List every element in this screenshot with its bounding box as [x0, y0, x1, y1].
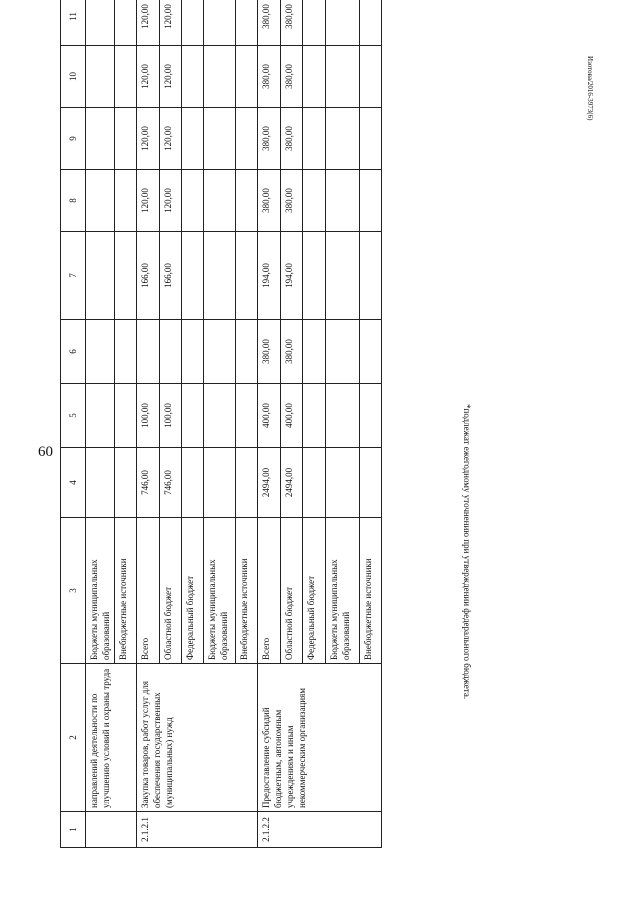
value-cell — [326, 320, 360, 384]
value-cell — [236, 108, 258, 170]
value-cell — [115, 0, 137, 46]
funding-source: Внебюджетные источники — [236, 518, 258, 664]
value-cell — [360, 384, 382, 448]
value-cell: 120,00 — [160, 108, 182, 170]
funding-source: Всего — [258, 518, 281, 664]
value-cell — [236, 232, 258, 320]
value-cell — [360, 46, 382, 108]
value-cell — [182, 384, 204, 448]
budget-table — [60, 0, 382, 848]
value-cell: 400,00 — [281, 384, 303, 448]
value-cell — [115, 46, 137, 108]
value-cell — [236, 46, 258, 108]
funding-source: Бюджеты муниципальных образований — [86, 518, 115, 664]
item-code: 2.1.2.2 — [258, 812, 382, 848]
item-name: направлений деятельности по улучшению условий и охраны труда — [86, 664, 137, 812]
rotated-table-container — [60, 4, 440, 848]
funding-source: Федеральный бюджет — [303, 518, 326, 664]
item-name: Предоставление субсидий бюджетным, автономным учреждениям и иным некоммерческим организациям — [258, 664, 382, 812]
value-cell: 166,00 — [160, 232, 182, 320]
value-cell — [204, 232, 236, 320]
value-cell — [326, 46, 360, 108]
value-cell — [236, 170, 258, 232]
value-cell: 380,00 — [258, 170, 281, 232]
value-cell: 2494,00 — [281, 448, 303, 518]
funding-source: Внебюджетные источники — [115, 518, 137, 664]
value-cell — [182, 232, 204, 320]
value-cell — [204, 384, 236, 448]
value-cell: 100,00 — [160, 384, 182, 448]
value-cell — [236, 320, 258, 384]
value-cell — [360, 108, 382, 170]
value-cell — [236, 0, 258, 46]
value-cell: 380,00 — [258, 108, 281, 170]
value-cell — [303, 0, 326, 46]
item-name: Закупка товаров, работ услуг для обеспечения государственных (муниципальных) нужд — [137, 664, 258, 812]
column-number: 6 — [61, 320, 86, 384]
column-number: 9 — [61, 108, 86, 170]
value-cell: 120,00 — [137, 0, 160, 46]
funding-source: Федеральный бюджет — [182, 518, 204, 664]
value-cell — [303, 384, 326, 448]
value-cell — [86, 320, 115, 384]
value-cell — [86, 384, 115, 448]
value-cell: 380,00 — [281, 170, 303, 232]
value-cell — [86, 170, 115, 232]
value-cell — [204, 0, 236, 46]
value-cell: 166,00 — [137, 232, 160, 320]
value-cell — [326, 170, 360, 232]
value-cell — [137, 320, 160, 384]
value-cell — [204, 170, 236, 232]
value-cell: 746,00 — [160, 448, 182, 518]
value-cell — [182, 108, 204, 170]
value-cell: 400,00 — [258, 384, 281, 448]
value-cell — [86, 108, 115, 170]
value-cell — [360, 232, 382, 320]
value-cell — [204, 320, 236, 384]
value-cell — [182, 46, 204, 108]
value-cell — [86, 448, 115, 518]
value-cell — [303, 46, 326, 108]
value-cell: 100,00 — [137, 384, 160, 448]
value-cell — [303, 108, 326, 170]
value-cell: 380,00 — [281, 46, 303, 108]
value-cell: 120,00 — [137, 170, 160, 232]
funding-source: Бюджеты муниципальных образований — [204, 518, 236, 664]
value-cell — [115, 108, 137, 170]
funding-source: Внебюджетные источники — [360, 518, 382, 664]
value-cell: 120,00 — [137, 46, 160, 108]
item-code: 2.1.2.1 — [137, 812, 258, 848]
funding-source: Бюджеты муниципальных образований — [326, 518, 360, 664]
value-cell — [182, 320, 204, 384]
value-cell — [204, 46, 236, 108]
value-cell — [182, 448, 204, 518]
value-cell — [326, 108, 360, 170]
value-cell — [303, 170, 326, 232]
table-row — [258, 0, 281, 848]
value-cell: 380,00 — [258, 0, 281, 46]
value-cell — [303, 448, 326, 518]
column-number: 7 — [61, 232, 86, 320]
value-cell — [360, 448, 382, 518]
value-cell — [360, 320, 382, 384]
value-cell — [115, 232, 137, 320]
value-cell: 120,00 — [137, 108, 160, 170]
column-number: 1 — [61, 812, 86, 848]
value-cell: 120,00 — [160, 170, 182, 232]
table-row — [137, 0, 160, 848]
value-cell: 380,00 — [281, 0, 303, 46]
funding-source: Всего — [137, 518, 160, 664]
value-cell — [236, 448, 258, 518]
value-cell: 380,00 — [258, 46, 281, 108]
value-cell — [326, 232, 360, 320]
page-number: 60 — [38, 444, 53, 460]
item-code — [86, 812, 137, 848]
value-cell — [115, 170, 137, 232]
value-cell — [303, 232, 326, 320]
value-cell — [86, 0, 115, 46]
value-cell — [360, 170, 382, 232]
column-number: 5 — [61, 384, 86, 448]
column-number: 2 — [61, 664, 86, 812]
value-cell — [204, 108, 236, 170]
value-cell — [86, 232, 115, 320]
value-cell — [303, 320, 326, 384]
value-cell — [360, 0, 382, 46]
value-cell: 194,00 — [258, 232, 281, 320]
value-cell — [160, 320, 182, 384]
value-cell — [326, 384, 360, 448]
value-cell — [115, 448, 137, 518]
column-number: 11 — [61, 0, 86, 46]
funding-source: Областной бюджет — [281, 518, 303, 664]
value-cell — [204, 448, 236, 518]
header-row — [61, 0, 86, 848]
value-cell — [326, 0, 360, 46]
value-cell — [236, 384, 258, 448]
table-row — [86, 0, 115, 848]
value-cell — [86, 46, 115, 108]
value-cell: 120,00 — [160, 0, 182, 46]
value-cell — [182, 170, 204, 232]
document-stamp: Изотова/2016-3973(6) — [586, 56, 594, 121]
column-number: 10 — [61, 46, 86, 108]
footnote: *подлежат ежегодному уточнению при утверждении федерального бюджета. — [462, 404, 472, 700]
value-cell — [115, 320, 137, 384]
value-cell: 194,00 — [281, 232, 303, 320]
funding-source: Областной бюджет — [160, 518, 182, 664]
value-cell: 120,00 — [160, 46, 182, 108]
value-cell: 380,00 — [258, 320, 281, 384]
value-cell: 380,00 — [281, 320, 303, 384]
value-cell — [182, 0, 204, 46]
value-cell: 380,00 — [281, 108, 303, 170]
column-number: 3 — [61, 518, 86, 664]
value-cell — [326, 448, 360, 518]
value-cell — [115, 384, 137, 448]
column-number: 8 — [61, 170, 86, 232]
value-cell: 746,00 — [137, 448, 160, 518]
value-cell: 2494,00 — [258, 448, 281, 518]
column-number: 4 — [61, 448, 86, 518]
